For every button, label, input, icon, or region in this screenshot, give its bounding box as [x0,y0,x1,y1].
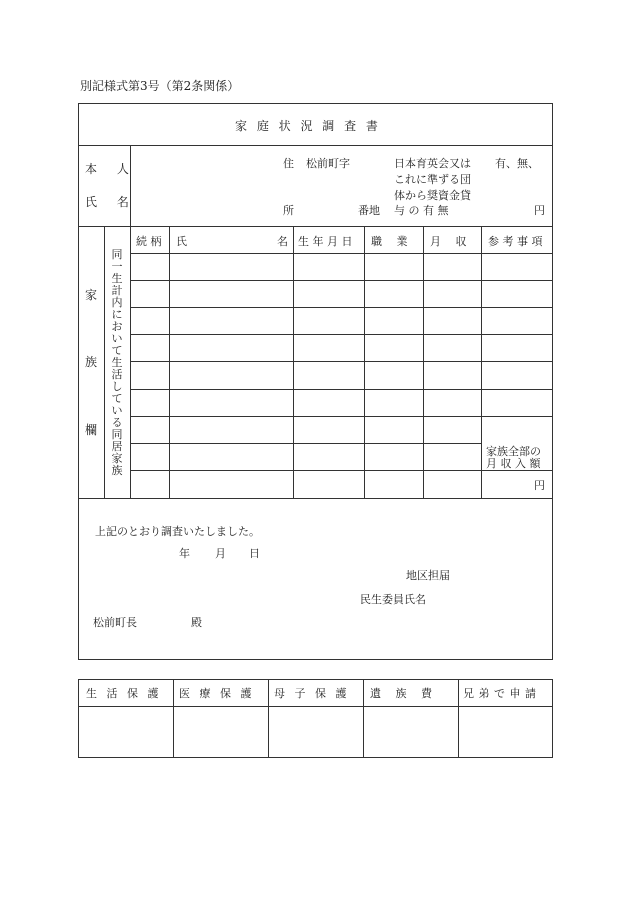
family-row-line [130,334,553,335]
family-label-char-2: 族 [85,355,98,369]
scholarship-line-4: 与 の 有 無 [394,204,449,217]
scholarship-yen: 円 [534,204,545,217]
survey-commissioner: 民生委員氏名 [360,593,426,606]
survey-district: 地区担届 [406,569,450,582]
family-row-line [130,443,481,444]
family-row-line [130,389,553,390]
address-label-bottom: 所 [283,204,294,217]
col-line-name [293,226,294,498]
family-row-line [130,470,553,471]
header-relation: 続 柄 [136,235,162,248]
address-label-top: 住 [283,157,294,170]
scholarship-yes-no: 有、無、 [495,157,539,170]
family-row-line [130,307,553,308]
survey-statement: 上記のとおり調査いたしました。 [95,525,260,538]
col-line-relation [169,226,170,498]
applicant-label-bottom: 氏 名 [85,195,129,209]
family-sub-label: 同一生計内において生活している同居家族 [111,248,123,477]
family-label-divider-2 [130,226,131,498]
family-row-line [130,253,553,254]
family-row-line [130,361,553,362]
applicant-label-top: 本 人 [85,162,129,176]
form-title: 家 庭 状 況 調 査 書 [235,119,381,133]
survey-day: 日 [249,547,260,560]
family-section-bottom [78,498,553,499]
scholarship-line-3: 体から奨資金貸 [394,189,471,202]
header-name-right: 名 [277,235,288,248]
address-town: 松前町字 [306,157,350,170]
family-label-divider-1 [104,226,105,498]
family-total-yen: 円 [534,479,545,492]
form-reference: 別記様式第3号（第2条関係） [80,79,240,93]
category-col-line [268,679,269,758]
header-income: 月 収 [430,235,467,248]
family-row-line [130,280,553,281]
category-col-line [173,679,174,758]
title-divider [78,145,553,146]
category-siblings: 兄 弟 で 申 請 [463,687,536,700]
scholarship-line-1: 日本育英会又は [394,157,471,170]
col-line-job [423,226,424,498]
survey-addressee: 松前町長 [93,616,137,629]
family-row-line [130,416,553,417]
col-line-birth [364,226,365,498]
survey-honorific: 殿 [191,616,202,629]
category-col-line [363,679,364,758]
col-line-income [481,226,482,498]
address-banchi: 番地 [358,204,380,217]
family-total-line-1: 家族全部の [486,445,541,458]
applicant-label-divider [130,145,131,226]
header-name-left: 氏 [176,235,187,248]
category-survivor: 遺 族 費 [370,687,432,700]
family-label-char-1: 家 [85,288,98,302]
survey-year: 年 [179,547,190,560]
header-birthdate: 生 年 月 日 [298,235,353,248]
scholarship-line-2: これに準ずる団 [394,173,471,186]
header-occupation: 職 業 [371,235,408,248]
family-total-line-2: 月 収 入 額 [486,457,541,470]
category-medical: 医 療 保 護 [179,687,252,700]
header-notes: 参 考 事 項 [488,235,543,248]
survey-month: 月 [215,547,226,560]
category-col-line [458,679,459,758]
family-label-char-3: 欄 [85,423,98,437]
category-mother-child: 母 子 保 護 [274,687,347,700]
category-header-divider [78,706,553,707]
category-livelihood: 生 活 保 護 [86,687,159,700]
